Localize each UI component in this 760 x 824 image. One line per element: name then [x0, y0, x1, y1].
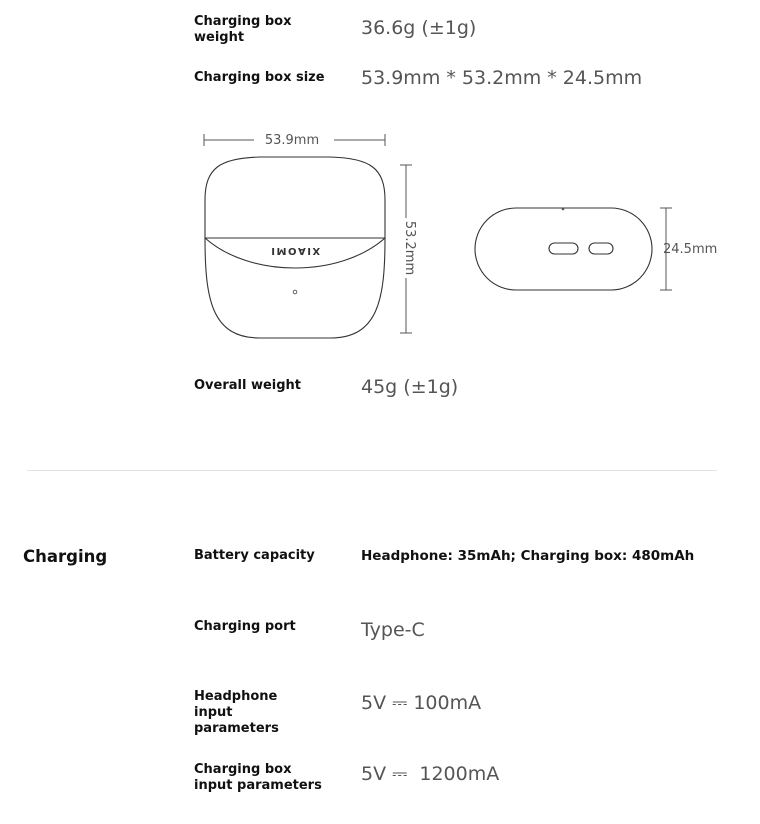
width-label: 53.9mm: [264, 133, 320, 148]
headphone-input-label: Headphone input parameters: [194, 689, 279, 736]
case-front-view: [205, 157, 385, 338]
charging-port-label: Charging port: [194, 619, 296, 634]
box-input-label: Charging box input parameters: [194, 762, 322, 793]
charging-port-value: Type-C: [361, 619, 425, 641]
depth-label: 24.5mm: [663, 242, 718, 257]
port-shape: [589, 243, 613, 254]
headphone-input-value: 5V ⎓ 100mA: [361, 692, 482, 714]
battery-capacity-label: Battery capacity: [194, 548, 315, 563]
overall-weight-value: 45g (±1g): [361, 376, 459, 398]
box-input-value: 5V ⎓ 1200mA: [361, 763, 500, 785]
charging-section-title: Charging: [23, 547, 108, 566]
box-size-value: 53.9mm * 53.2mm * 24.5mm: [361, 67, 643, 89]
case-side-view: [475, 208, 652, 290]
overall-weight-label: Overall weight: [194, 378, 302, 393]
width-dimension: [204, 133, 385, 148]
usb-port-shape: [549, 243, 578, 254]
battery-capacity-value: Headphone: 35mAh; Charging box: 480mAh: [361, 548, 695, 564]
height-label: 53.2mm: [402, 220, 417, 276]
box-size-label: Charging box size: [194, 70, 325, 85]
box-weight-label: Charging box weight: [194, 14, 292, 45]
depth-dimension: [660, 208, 717, 290]
section-divider: [27, 470, 717, 471]
height-dimension: [400, 165, 417, 333]
charging-box-diagram: [0, 0, 760, 360]
brand-logo: XIAOMI: [269, 245, 321, 256]
box-weight-value: 36.6g (±1g): [361, 17, 477, 39]
